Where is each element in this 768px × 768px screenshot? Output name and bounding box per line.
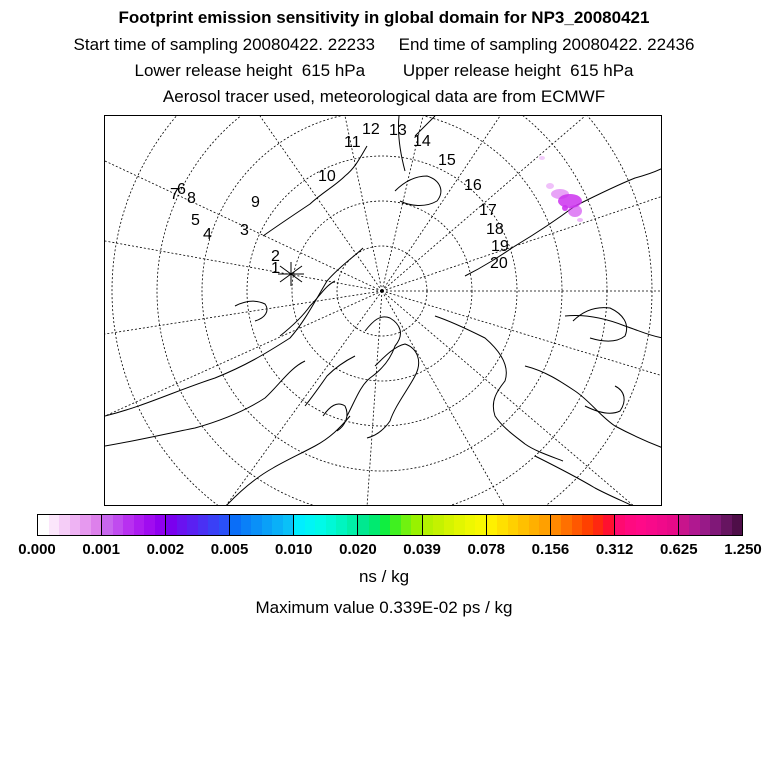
maximum-value-text: Maximum value 0.339E-02 ps / kg (255, 598, 513, 617)
colorbar-tick-label: 0.000 (18, 541, 56, 558)
trajectory-label-10: 10 (318, 168, 336, 185)
colorbar-cell (262, 515, 273, 535)
colorbar-cell (294, 515, 305, 535)
trajectory-label-19: 19 (491, 238, 509, 255)
colorbar-cell (625, 515, 636, 535)
colorbar-cell (123, 515, 134, 535)
trajectory-label-1: 1 (271, 260, 280, 277)
colorbar-units: ns / kg (358, 567, 410, 586)
colorbar-cell (615, 515, 626, 535)
colorbar-cell (380, 515, 391, 535)
trajectory-label-15: 15 (438, 152, 456, 169)
colorbar-cell (475, 515, 486, 535)
colorbar-cell (572, 515, 583, 535)
colorbar-cell (272, 515, 283, 535)
trajectory-label-6: 6 (177, 181, 186, 198)
colorbar-segment (679, 515, 742, 535)
colorbar-cell (358, 515, 369, 535)
colorbar-cell (70, 515, 81, 535)
colorbar-cell (497, 515, 508, 535)
tracer-info-line: Aerosol tracer used, meteorological data are from ECMWF (162, 87, 606, 106)
colorbar-cell (347, 515, 358, 535)
colorbar-segment (166, 515, 230, 535)
colorbar-cell (326, 515, 337, 535)
colorbar-cell (423, 515, 434, 535)
map-graphics (105, 116, 662, 506)
trajectory-label-12: 12 (362, 121, 380, 138)
colorbar-cell (91, 515, 102, 535)
colorbar-segment (102, 515, 166, 535)
colorbar-tick-label: 0.020 (339, 541, 377, 558)
colorbar-cell (454, 515, 465, 535)
trajectory-label-4: 4 (203, 226, 212, 243)
colorbar-tick-label: 0.078 (467, 541, 506, 558)
colorbar-tick-label: 0.156 (531, 541, 570, 558)
colorbar-cell (38, 515, 49, 535)
colorbar (37, 514, 743, 536)
colorbar-cell (187, 515, 198, 535)
colorbar-cell (59, 515, 70, 535)
trajectory-label-8: 8 (187, 190, 196, 207)
trajectory-label-2: 2 (271, 248, 280, 265)
colorbar-segment (38, 515, 102, 535)
colorbar-cell (208, 515, 219, 535)
colorbar-cell (593, 515, 604, 535)
trajectory-label-11: 11 (344, 134, 361, 151)
colorbar-cell (219, 515, 230, 535)
trajectory-label-18: 18 (486, 221, 504, 238)
colorbar-cell (582, 515, 593, 535)
colorbar-cell (444, 515, 455, 535)
footprint-map (104, 115, 662, 506)
latitude-circles (112, 116, 652, 506)
trajectory-label-20: 20 (490, 255, 508, 272)
colorbar-segment (487, 515, 551, 535)
trajectory-label-5: 5 (191, 212, 200, 229)
colorbar-tick-label: 0.005 (210, 541, 249, 558)
colorbar-cell (336, 515, 347, 535)
colorbar-cell (369, 515, 380, 535)
colorbar-cell (732, 515, 743, 535)
meridian-lines (105, 116, 662, 506)
colorbar-cell (251, 515, 262, 535)
colorbar-cell (315, 515, 326, 535)
colorbar-segment (294, 515, 358, 535)
colorbar-cell (390, 515, 401, 535)
colorbar-tick-label: 0.002 (146, 541, 185, 558)
sampling-time-line: Start time of sampling 20080422. 22233 End time of sampling 20080422. 22436 (73, 35, 695, 54)
colorbar-tick-label: 0.001 (82, 541, 120, 558)
colorbar-cell (465, 515, 476, 535)
colorbar-tick-label: 1.250 (724, 541, 762, 558)
footprint-area (539, 156, 583, 222)
colorbar-cell (401, 515, 412, 535)
colorbar-cell (198, 515, 209, 535)
colorbar-segment (615, 515, 679, 535)
trajectory-label-7: 7 (170, 186, 179, 203)
colorbar-cell (539, 515, 550, 535)
colorbar-tick-label: 0.625 (660, 541, 698, 558)
colorbar-cell (113, 515, 124, 535)
colorbar-cell (283, 515, 294, 535)
colorbar-cell (144, 515, 155, 535)
colorbar-cell (508, 515, 519, 535)
colorbar-tick-label: 0.010 (274, 541, 313, 558)
coastlines (105, 116, 662, 506)
colorbar-cell (155, 515, 166, 535)
trajectory-label-13: 13 (389, 122, 407, 139)
trajectory-label-9: 9 (251, 194, 260, 211)
colorbar-cell (603, 515, 614, 535)
trajectory-label-17: 17 (479, 202, 497, 219)
colorbar-cell (433, 515, 444, 535)
colorbar-segment (423, 515, 487, 535)
colorbar-cell (241, 515, 252, 535)
colorbar-cell (657, 515, 668, 535)
colorbar-segment (358, 515, 422, 535)
colorbar-cell (710, 515, 721, 535)
colorbar-cell (102, 515, 113, 535)
colorbar-tick-label: 0.039 (403, 541, 441, 558)
map-title: Footprint emission sensitivity in global domain for NP3_20080421 (118, 8, 650, 27)
colorbar-cell (721, 515, 732, 535)
colorbar-segment (551, 515, 615, 535)
trajectory-label-3: 3 (240, 222, 249, 239)
colorbar-cell (689, 515, 700, 535)
colorbar-cell (518, 515, 529, 535)
colorbar-tick-label: 0.312 (595, 541, 634, 558)
colorbar-cell (487, 515, 498, 535)
colorbar-cell (80, 515, 91, 535)
colorbar-cell (679, 515, 690, 535)
colorbar-cell (230, 515, 241, 535)
release-height-line: Lower release height 615 hPa Upper release height 615 hPa (134, 61, 634, 80)
colorbar-cell (49, 515, 60, 535)
trajectory-label-14: 14 (413, 133, 431, 150)
colorbar-cell (667, 515, 678, 535)
colorbar-cell (700, 515, 711, 535)
colorbar-cell (177, 515, 188, 535)
colorbar-cell (529, 515, 540, 535)
colorbar-cell (411, 515, 422, 535)
colorbar-cell (134, 515, 145, 535)
colorbar-cell (646, 515, 657, 535)
star-marker (278, 262, 304, 286)
colorbar-cell (636, 515, 647, 535)
colorbar-cell (561, 515, 572, 535)
colorbar-cell (166, 515, 177, 535)
colorbar-cell (305, 515, 316, 535)
trajectory-label-16: 16 (464, 177, 482, 194)
colorbar-segment (230, 515, 294, 535)
colorbar-cell (551, 515, 562, 535)
